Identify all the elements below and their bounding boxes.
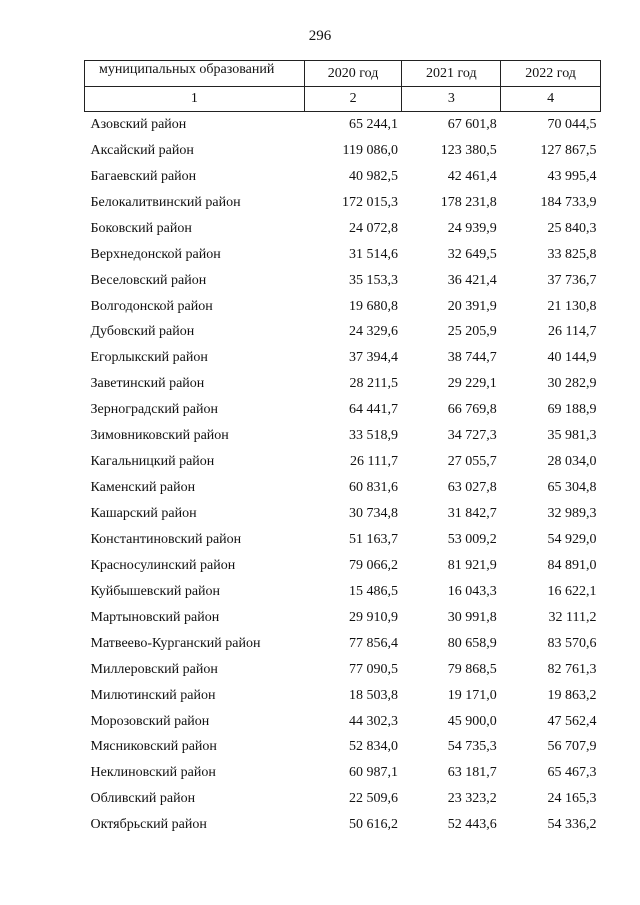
district-name: Веселовский район — [90, 272, 207, 288]
value-2021: 54 735,3 — [447, 739, 497, 755]
value-2022: 65 467,3 — [547, 765, 597, 781]
data-table — [84, 60, 601, 838]
table-row — [85, 320, 601, 346]
district-name: Морозовский район — [90, 713, 210, 729]
value-2021: 63 027,8 — [447, 480, 497, 496]
district-name: Егорлыкский район — [90, 350, 208, 366]
value-2022: 33 825,8 — [547, 246, 597, 262]
value-2022: 26 114,7 — [548, 324, 597, 340]
value-2021: 23 323,2 — [447, 791, 497, 807]
district-name: Каменский район — [90, 480, 196, 496]
table-row — [85, 657, 601, 683]
district-name: Милютинский район — [90, 687, 216, 703]
value-2020: 60 987,1 — [348, 765, 398, 781]
value-2020: 19 680,8 — [348, 298, 398, 314]
column-number: 1 — [85, 87, 305, 112]
district-name: Кагальницкий район — [90, 454, 215, 470]
value-2022: 19 863,2 — [547, 687, 597, 703]
value-2021: 45 900,0 — [447, 713, 497, 729]
district-name: Дубовский район — [90, 324, 195, 340]
value-2020: 79 066,2 — [348, 557, 398, 573]
value-2022: 69 188,9 — [547, 402, 597, 418]
value-2021: 38 744,7 — [447, 350, 497, 366]
value-2022: 28 034,0 — [547, 454, 597, 470]
value-2021: 123 380,5 — [440, 142, 497, 158]
table-row — [85, 138, 601, 164]
table-row — [85, 579, 601, 605]
column-header-2020: 2020 год — [304, 61, 402, 87]
value-2020: 15 486,5 — [348, 583, 398, 599]
value-2022: 47 562,4 — [547, 713, 597, 729]
value-2020: 44 302,3 — [348, 713, 398, 729]
value-2021: 27 055,7 — [447, 454, 497, 470]
value-2020: 40 982,5 — [348, 168, 398, 184]
column-header-2021: 2021 год — [402, 61, 501, 87]
value-2022: 84 891,0 — [547, 557, 597, 573]
district-name: Багаевский район — [90, 168, 197, 184]
page-number: 296 — [308, 28, 332, 44]
value-2020: 18 503,8 — [348, 687, 398, 703]
value-2020: 52 834,0 — [348, 739, 398, 755]
header-row — [85, 61, 601, 87]
value-2021: 66 769,8 — [447, 402, 497, 418]
value-2020: 33 518,9 — [348, 428, 398, 444]
district-name: Кашарский район — [90, 506, 197, 522]
value-2020: 60 831,6 — [348, 480, 398, 496]
column-number: 2 — [304, 87, 402, 112]
district-name: Миллеровский район — [90, 661, 218, 677]
district-name: Неклиновский район — [90, 765, 216, 781]
district-name: Аксайский район — [90, 142, 194, 158]
value-2022: 65 304,8 — [547, 480, 597, 496]
table-row — [85, 812, 601, 838]
value-2021: 31 842,7 — [447, 506, 497, 522]
value-2021: 79 868,5 — [447, 661, 497, 677]
table-row — [85, 527, 601, 553]
value-2021: 30 991,8 — [447, 609, 497, 625]
value-2021: 19 171,0 — [447, 687, 497, 703]
district-name: Куйбышевский район — [90, 583, 221, 599]
district-name: Верхнедонской район — [90, 246, 221, 262]
value-2020: 77 856,4 — [348, 635, 398, 651]
column-number-row — [85, 87, 601, 112]
column-header-2022: 2022 год — [501, 61, 601, 87]
value-2021: 32 649,5 — [447, 246, 497, 262]
district-name: Красносулинский район — [90, 557, 236, 573]
value-2021: 24 939,9 — [447, 220, 497, 236]
column-number: 3 — [402, 87, 501, 112]
district-name: Матвеево-Курганский район — [90, 635, 261, 651]
value-2020: 119 086,0 — [342, 142, 398, 158]
value-2020: 26 111,7 — [350, 454, 398, 470]
value-2020: 31 514,6 — [348, 246, 398, 262]
value-2021: 80 658,9 — [447, 635, 497, 651]
value-2022: 56 707,9 — [547, 739, 597, 755]
value-2022: 82 761,3 — [547, 661, 597, 677]
value-2021: 63 181,7 — [447, 765, 497, 781]
table-row — [85, 242, 601, 268]
table-row — [85, 786, 601, 812]
value-2020: 30 734,8 — [348, 506, 398, 522]
district-name: Волгодонской район — [90, 298, 213, 314]
value-2020: 50 616,2 — [348, 817, 398, 833]
value-2021: 16 043,3 — [447, 583, 497, 599]
table-row — [85, 216, 601, 242]
value-2020: 24 329,6 — [348, 324, 398, 340]
value-2022: 30 282,9 — [547, 376, 597, 392]
table-row — [85, 294, 601, 320]
value-2020: 29 910,9 — [348, 609, 398, 625]
value-2020: 37 394,4 — [348, 350, 398, 366]
table-row — [85, 605, 601, 631]
table-row — [85, 371, 601, 397]
table-row — [85, 631, 601, 657]
value-2022: 32 989,3 — [547, 506, 597, 522]
column-header-municipality: муниципальных образований — [85, 61, 305, 87]
value-2020: 65 244,1 — [348, 116, 398, 132]
district-name: Мартыновский район — [90, 609, 220, 625]
table-row — [85, 475, 601, 501]
value-2022: 37 736,7 — [547, 272, 597, 288]
table-row — [85, 397, 601, 423]
value-2022: 16 622,1 — [547, 583, 597, 599]
table-row — [85, 190, 601, 216]
table-row — [85, 501, 601, 527]
value-2021: 52 443,6 — [447, 817, 497, 833]
value-2021: 53 009,2 — [447, 531, 497, 547]
value-2022: 54 929,0 — [547, 531, 597, 547]
table-row — [85, 683, 601, 709]
table-row — [85, 164, 601, 190]
district-name: Азовский район — [90, 116, 187, 132]
value-2022: 25 840,3 — [547, 220, 597, 236]
value-2020: 28 211,5 — [349, 376, 398, 392]
value-2022: 35 981,3 — [547, 428, 597, 444]
value-2022: 70 044,5 — [547, 116, 597, 132]
table-row — [85, 423, 601, 449]
value-2022: 43 995,4 — [547, 168, 597, 184]
district-name: Октябрьский район — [90, 817, 207, 833]
value-2021: 81 921,9 — [447, 557, 497, 573]
value-2022: 21 130,8 — [547, 298, 597, 314]
table-row — [85, 735, 601, 761]
value-2020: 35 153,3 — [348, 272, 398, 288]
value-2021: 67 601,8 — [447, 116, 497, 132]
table-row — [85, 268, 601, 294]
value-2021: 25 205,9 — [447, 324, 497, 340]
district-name: Заветинский район — [90, 376, 205, 392]
value-2022: 83 570,6 — [547, 635, 597, 651]
table-row — [85, 709, 601, 735]
value-2022: 32 111,2 — [548, 609, 597, 625]
district-name: Боковский район — [90, 220, 192, 236]
value-2022: 40 144,9 — [547, 350, 597, 366]
table-row — [85, 345, 601, 371]
value-2022: 184 733,9 — [540, 194, 597, 210]
value-2021: 42 461,4 — [447, 168, 497, 184]
table-body — [85, 112, 601, 839]
district-name: Обливский район — [90, 791, 196, 807]
district-name: Константиновский район — [90, 531, 242, 547]
district-name: Мясниковский район — [90, 739, 217, 755]
value-2022: 24 165,3 — [547, 791, 597, 807]
district-name: Зерноградский район — [90, 402, 218, 418]
value-2022: 127 867,5 — [540, 142, 597, 158]
table-row — [85, 553, 601, 579]
district-name: Белокалитвинский район — [90, 194, 241, 210]
value-2020: 22 509,6 — [348, 791, 398, 807]
value-2022: 54 336,2 — [547, 817, 597, 833]
value-2020: 172 015,3 — [341, 194, 398, 210]
table-row — [85, 449, 601, 475]
table-row — [85, 760, 601, 786]
district-name: Зимовниковский район — [90, 428, 229, 444]
value-2020: 64 441,7 — [348, 402, 398, 418]
value-2021: 36 421,4 — [447, 272, 497, 288]
table-row — [85, 112, 601, 138]
value-2020: 24 072,8 — [348, 220, 398, 236]
value-2021: 178 231,8 — [440, 194, 497, 210]
value-2021: 20 391,9 — [447, 298, 497, 314]
column-number: 4 — [501, 87, 601, 112]
value-2020: 51 163,7 — [348, 531, 398, 547]
value-2021: 34 727,3 — [447, 428, 497, 444]
value-2021: 29 229,1 — [447, 376, 497, 392]
value-2020: 77 090,5 — [348, 661, 398, 677]
